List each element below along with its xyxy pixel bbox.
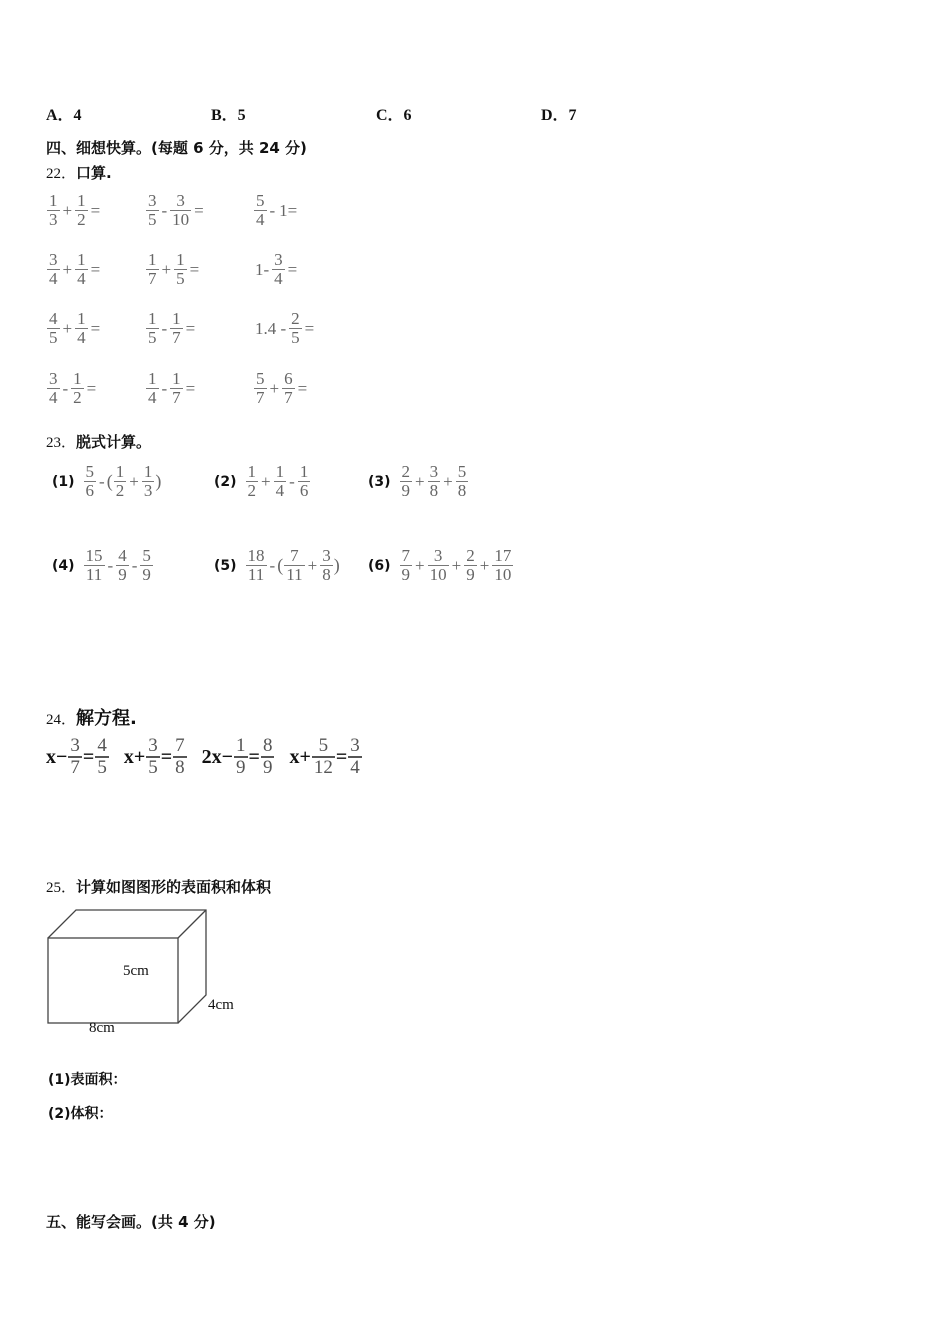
numerator: 7	[401, 546, 411, 565]
fraction	[400, 547, 413, 584]
numerator: 1	[148, 309, 157, 328]
denominator: 5	[97, 757, 107, 778]
fraction	[68, 736, 82, 778]
oral-item	[253, 370, 309, 407]
fraction	[456, 463, 469, 500]
denominator: 3	[49, 210, 58, 229]
option-b: B．5	[211, 107, 246, 124]
numerator: 17	[494, 546, 512, 565]
denominator: 4	[77, 269, 86, 288]
numerator: 3	[49, 369, 58, 388]
operator: -	[62, 378, 69, 398]
equals-tail: =	[194, 200, 204, 220]
denominator: 9	[236, 757, 246, 778]
numerator: 4	[97, 735, 107, 756]
numerator: 3	[429, 462, 439, 481]
equals-tail: =	[304, 318, 315, 338]
denominator: 3	[143, 481, 153, 500]
denominator: 4	[256, 210, 265, 229]
equation-lhs: x−	[46, 745, 68, 768]
equals-tail: =	[86, 378, 97, 398]
q22-title: 口算.	[76, 164, 112, 182]
numerator: 18	[247, 546, 265, 565]
denominator: 10	[172, 210, 190, 229]
numerator: 5	[142, 546, 151, 565]
calc-label: (2)	[214, 473, 237, 490]
denominator: 5	[49, 328, 58, 347]
oral-item	[46, 251, 102, 288]
denominator: 2	[73, 388, 82, 407]
option-d: D．7	[541, 107, 577, 124]
q23-title: 脱式计算。	[76, 433, 152, 451]
parenthesis: )	[155, 471, 162, 491]
oral-item	[46, 192, 102, 229]
calc-item	[368, 547, 514, 584]
denominator: 11	[85, 565, 103, 584]
fraction	[170, 310, 183, 347]
fraction	[173, 736, 187, 778]
fraction	[464, 547, 477, 584]
operator: -	[107, 555, 114, 575]
denominator: 10	[494, 565, 512, 584]
operator: +	[307, 555, 318, 575]
calc-label: (1)	[52, 473, 75, 490]
fraction	[254, 370, 267, 407]
denominator: 5	[148, 210, 157, 229]
operator: +	[62, 200, 73, 220]
q23-number: 23．	[46, 435, 77, 451]
equation-lhs: 2x−	[201, 745, 234, 768]
numerator: 4	[49, 309, 58, 328]
equals-tail: =	[287, 259, 298, 279]
fraction	[146, 310, 159, 347]
equation	[123, 735, 188, 778]
numerator: 2	[401, 462, 411, 481]
denominator: 7	[148, 269, 157, 288]
operator: -	[161, 378, 168, 398]
equals-tail: =	[90, 259, 101, 279]
operator: +	[161, 259, 172, 279]
fraction	[146, 370, 159, 407]
fraction	[348, 736, 362, 778]
fraction	[146, 736, 160, 778]
equals-tail: =	[185, 378, 196, 398]
denominator: 2	[247, 481, 257, 500]
equation-row	[46, 736, 377, 778]
fraction	[254, 192, 267, 229]
fraction	[428, 463, 441, 500]
fraction	[174, 251, 187, 288]
equals-sign: =	[335, 745, 348, 768]
equation-lhs: x+	[289, 745, 311, 768]
denominator: 4	[148, 388, 157, 407]
numerator: 2	[466, 546, 475, 565]
denominator: 9	[401, 565, 411, 584]
numerator: 4	[118, 546, 127, 565]
label-length: 8cm	[89, 1020, 115, 1036]
numerator: 3	[350, 735, 360, 756]
parenthesis: (	[106, 471, 113, 491]
numerator: 3	[176, 191, 185, 210]
denominator: 7	[284, 388, 293, 407]
fraction	[428, 547, 449, 584]
denominator: 4	[77, 328, 86, 347]
numerator: 6	[284, 369, 293, 388]
fraction	[261, 736, 275, 778]
numerator: 1	[148, 369, 157, 388]
numerator: 5	[256, 369, 265, 388]
numerator: 3	[70, 735, 80, 756]
fraction	[234, 736, 248, 778]
q25-heading	[46, 876, 271, 897]
numerator: 3	[148, 735, 158, 756]
denominator: 4	[275, 481, 285, 500]
prefix-number: 1.4 -	[255, 318, 287, 338]
numerator: 5	[457, 462, 467, 481]
operator: +	[269, 378, 280, 398]
denominator: 7	[172, 388, 181, 407]
option-a: A．4	[46, 107, 82, 124]
operator: +	[443, 471, 453, 491]
calc-label: (4)	[52, 557, 75, 574]
section-4-title: 四、细想快算。(每题 6 分，共 24 分)	[46, 139, 307, 157]
numerator: 7	[290, 546, 299, 565]
operator: +	[415, 471, 425, 491]
numerator: 1	[176, 250, 185, 269]
fraction	[47, 310, 60, 347]
operator: +	[129, 471, 139, 491]
section-5-title: 五、能写会画。(共 4 分)	[46, 1213, 216, 1231]
equation-lhs: x+	[123, 745, 146, 768]
fraction	[116, 547, 129, 584]
oral-item	[253, 192, 299, 229]
operator: -	[289, 471, 295, 491]
oral-item	[46, 370, 98, 407]
calc-item	[214, 547, 340, 584]
numerator: 1	[77, 250, 86, 269]
q24-title: 解方程.	[76, 708, 137, 729]
label-height: 5cm	[123, 963, 149, 979]
numerator: 1	[49, 191, 58, 210]
fraction	[492, 547, 513, 584]
calc-item	[214, 463, 311, 500]
operator: +	[62, 318, 73, 338]
oral-item	[46, 310, 102, 347]
denominator: 5	[291, 328, 300, 347]
denominator: 5	[148, 328, 157, 347]
numerator: 1	[172, 309, 181, 328]
fraction	[75, 192, 88, 229]
numerator: 1	[172, 369, 181, 388]
oral-item	[145, 251, 201, 288]
equals-tail: =	[185, 318, 196, 338]
numerator: 5	[256, 191, 265, 210]
fraction	[282, 370, 295, 407]
numerator: 7	[175, 735, 185, 756]
numerator: 1	[77, 191, 86, 210]
fraction	[71, 370, 84, 407]
fraction	[274, 463, 287, 500]
denominator: 7	[256, 388, 265, 407]
denominator: 7	[172, 328, 181, 347]
numerator: 1	[275, 462, 285, 481]
fraction	[47, 251, 60, 288]
fraction	[146, 251, 159, 288]
calc-item	[52, 547, 154, 584]
equals-sign: =	[160, 745, 173, 768]
oral-item	[145, 310, 197, 347]
operator: +	[415, 555, 425, 575]
denominator: 5	[148, 757, 158, 778]
denominator: 7	[70, 757, 80, 778]
numerator: 1	[143, 462, 153, 481]
operator: -	[161, 318, 168, 338]
equation	[201, 735, 276, 778]
denominator: 9	[262, 757, 273, 778]
equation	[289, 735, 362, 778]
equals-tail: =	[90, 200, 101, 220]
fraction	[289, 310, 302, 347]
calc-item	[368, 463, 469, 500]
fraction	[84, 547, 105, 584]
calc-item	[52, 463, 161, 500]
denominator: 9	[142, 565, 151, 584]
denominator: 8	[429, 481, 439, 500]
denominator: 10	[429, 565, 447, 584]
denominator: 2	[115, 481, 125, 500]
denominator: 6	[85, 481, 95, 500]
numerator: 1	[148, 250, 157, 269]
numerator: 1	[115, 462, 125, 481]
numerator: 8	[262, 735, 273, 756]
denominator: 8	[175, 757, 185, 778]
oral-item	[253, 310, 316, 347]
fraction	[146, 192, 159, 229]
fraction	[84, 463, 97, 500]
operator: -	[99, 471, 105, 491]
operator: +	[451, 555, 462, 575]
equals-tail: =	[297, 378, 308, 398]
numerator: 5	[85, 462, 95, 481]
operator: +	[479, 555, 490, 575]
numerator: 3	[274, 250, 283, 269]
numerator: 3	[49, 250, 58, 269]
calc-label: (6)	[368, 557, 391, 574]
fraction	[75, 310, 88, 347]
cuboid-front-face	[48, 938, 178, 1023]
denominator: 9	[466, 565, 475, 584]
equation	[46, 735, 110, 778]
fraction	[400, 463, 413, 500]
operator: -	[131, 555, 138, 575]
oral-item	[145, 192, 206, 229]
denominator: 11	[286, 565, 303, 584]
operator: -	[269, 555, 276, 575]
q25-volume: (2)体积：	[48, 1106, 113, 1122]
denominator: 11	[247, 565, 265, 584]
equals-sign: =	[82, 745, 95, 768]
fraction	[47, 192, 60, 229]
operator: +	[261, 471, 271, 491]
denominator: 9	[118, 565, 127, 584]
cuboid-depth-edge	[178, 910, 206, 938]
fraction	[170, 370, 183, 407]
q24-heading	[46, 704, 137, 730]
label-depth: 4cm	[208, 997, 234, 1013]
denominator: 5	[176, 269, 185, 288]
denominator: 4	[274, 269, 283, 288]
operator: -	[269, 200, 276, 220]
prefix-number: 1-	[255, 259, 270, 279]
q23-heading	[46, 431, 151, 452]
fraction	[95, 736, 109, 778]
operator: +	[62, 259, 73, 279]
parenthesis: )	[333, 555, 340, 575]
denominator: 8	[457, 481, 467, 500]
equals-sign: =	[248, 745, 260, 768]
numerator: 15	[85, 546, 103, 565]
q24-number: 24．	[46, 712, 77, 728]
fraction	[47, 370, 60, 407]
fraction	[272, 251, 285, 288]
numerator: 2	[291, 309, 300, 328]
fraction	[284, 547, 304, 584]
fraction	[246, 463, 259, 500]
numerator: 1	[247, 462, 257, 481]
equals-tail: 1=	[279, 200, 298, 220]
numerator: 3	[433, 546, 443, 565]
cuboid-figure	[40, 903, 260, 1043]
denominator: 2	[77, 210, 86, 229]
fraction	[140, 547, 153, 584]
parenthesis: (	[277, 555, 284, 575]
numerator: 3	[322, 546, 331, 565]
numerator: 3	[148, 191, 157, 210]
q25-surface-area: (1)表面积：	[48, 1072, 127, 1088]
fraction	[246, 547, 267, 584]
numerator: 1	[299, 462, 309, 481]
option-c: C．6	[376, 107, 412, 124]
numerator: 1	[73, 369, 82, 388]
numerator: 5	[318, 735, 329, 756]
equals-tail: =	[90, 318, 101, 338]
numerator: 1	[77, 309, 86, 328]
fraction	[75, 251, 88, 288]
numerator: 1	[236, 735, 246, 756]
denominator: 12	[313, 757, 333, 778]
equals-tail: =	[189, 259, 200, 279]
denominator: 6	[299, 481, 309, 500]
q22-heading	[46, 162, 112, 183]
q25-title: 计算如图图形的表面积和体积	[76, 878, 272, 896]
denominator: 4	[49, 269, 58, 288]
denominator: 4	[49, 388, 58, 407]
fraction	[320, 547, 333, 584]
calc-label: (3)	[368, 473, 391, 490]
fraction	[142, 463, 155, 500]
oral-item	[253, 251, 299, 288]
fraction	[170, 192, 191, 229]
denominator: 8	[322, 565, 331, 584]
fraction	[312, 736, 335, 778]
denominator: 4	[350, 757, 360, 778]
q22-number: 22．	[46, 166, 77, 182]
fraction	[114, 463, 127, 500]
calc-label: (5)	[214, 557, 237, 574]
operator: -	[161, 200, 168, 220]
oral-item	[145, 370, 197, 407]
denominator: 9	[401, 481, 411, 500]
q25-number: 25．	[46, 880, 77, 896]
fraction	[298, 463, 311, 500]
